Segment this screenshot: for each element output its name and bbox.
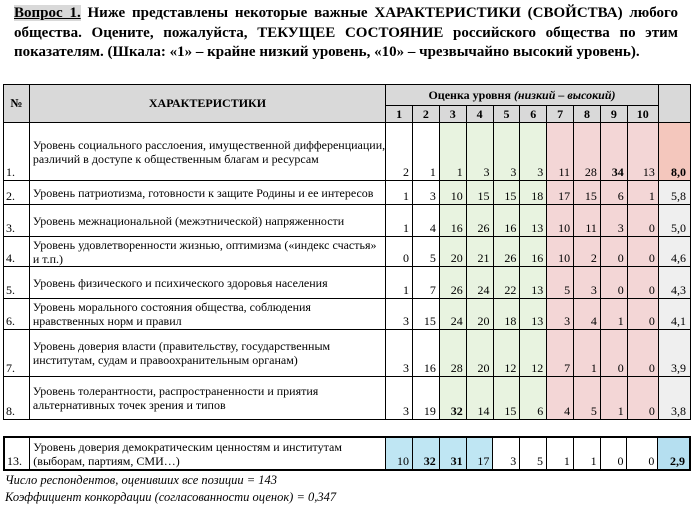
scale-header-9: 9 [600, 106, 627, 123]
header-rating-prefix: Оценка уровня [428, 87, 514, 102]
rating-cell-8: 4 [574, 299, 601, 330]
rating-cell-5: 3 [493, 437, 520, 470]
scale-header-1: 1 [386, 106, 413, 123]
table-body [4, 123, 691, 420]
rating-cell-1: 0 [386, 237, 413, 267]
table-row [4, 181, 691, 205]
rating-cell-6: 18 [520, 181, 547, 205]
rating-cell-10: 0 [627, 437, 658, 470]
rating-cell-4: 15 [466, 181, 493, 205]
rating-cell-7: 17 [547, 181, 574, 205]
row-score: 3,8 [658, 377, 690, 420]
row-score: 8,0 [658, 123, 690, 181]
rating-cell-6: 6 [520, 377, 547, 420]
rating-cell-9: 1 [600, 377, 627, 420]
rating-cell-10: 1 [627, 181, 658, 205]
row-characteristic: Уровень социального расслоения, имущественной дифференциации, различий в доступе к общественным благам и ресурсам [29, 123, 385, 181]
rating-cell-8: 2 [574, 237, 601, 267]
row-score: 5,8 [658, 181, 690, 205]
scale-header-8: 8 [574, 106, 601, 123]
bottom-table-body [4, 437, 690, 470]
question-body: Ниже представлены некоторые важные ХАРАКТЕРИСТИКИ (СВОЙСТВА) любого общества. Оцените, пожалуйста, ТЕКУЩЕЕ СОСТОЯНИЕ российского общества по этим показателям. (Шкала: «1» – крайне низкий уровень, «10» – чрезвычайно высокий уровень). [14, 5, 678, 60]
rating-cell-10: 0 [627, 330, 658, 377]
rating-cell-5: 16 [493, 205, 520, 237]
rating-cell-10: 0 [627, 205, 658, 237]
rating-cell-3: 1 [439, 123, 466, 181]
rating-cell-6: 5 [520, 437, 547, 470]
rating-cell-2: 1 [413, 123, 440, 181]
header-number: № [4, 85, 30, 123]
rating-cell-10: 0 [627, 267, 658, 299]
rating-cell-3: 31 [439, 437, 466, 470]
rating-cell-3: 32 [439, 377, 466, 420]
rating-cell-4: 21 [466, 237, 493, 267]
rating-cell-3: 24 [439, 299, 466, 330]
rating-cell-1: 2 [386, 123, 413, 181]
rating-cell-3: 20 [439, 237, 466, 267]
rating-cell-4: 24 [466, 267, 493, 299]
rating-cell-9: 0 [600, 237, 627, 267]
table-row [4, 237, 691, 267]
row-characteristic: Уровень доверия демократическим ценностям и институтам (выборам, партиям, СМИ…) [30, 437, 386, 470]
rating-cell-1: 3 [386, 299, 413, 330]
rating-cell-9: 0 [600, 267, 627, 299]
question-number: Вопрос 1. [14, 5, 81, 21]
scale-header-3: 3 [439, 106, 466, 123]
table-row [4, 205, 691, 237]
rating-cell-4: 17 [466, 437, 493, 470]
scale-header-6: 6 [520, 106, 547, 123]
rating-cell-8: 1 [573, 437, 600, 470]
rating-cell-7: 1 [547, 437, 574, 470]
rating-cell-1: 1 [386, 267, 413, 299]
row-number: 7. [4, 330, 30, 377]
rating-cell-8: 5 [574, 377, 601, 420]
rating-cell-6: 12 [520, 330, 547, 377]
rating-cell-6: 3 [520, 123, 547, 181]
rating-cell-7: 7 [547, 330, 574, 377]
row-characteristic: Уровень доверия власти (правительству, государственным институтам, судам и правоохранительным органам) [29, 330, 385, 377]
respondents-note: Число респондентов, оценивших все позиции = 143 [5, 473, 278, 487]
rating-cell-6: 13 [520, 267, 547, 299]
rating-cell-4: 20 [466, 299, 493, 330]
table-row [4, 330, 691, 377]
rating-cell-2: 5 [413, 237, 440, 267]
rating-cell-5: 12 [493, 330, 520, 377]
row-characteristic: Уровень патриотизма, готовности к защите Родины и ее интересов [29, 181, 385, 205]
rating-cell-4: 14 [466, 377, 493, 420]
header-characteristics: ХАРАКТЕРИСТИКИ [29, 85, 385, 123]
row-number: 3. [4, 205, 30, 237]
header-rating [386, 85, 659, 106]
rating-cell-3: 10 [439, 181, 466, 205]
rating-cell-10: 0 [627, 299, 658, 330]
row-score: 3,9 [658, 330, 690, 377]
rating-cell-9: 0 [600, 330, 627, 377]
rating-cell-7: 4 [547, 377, 574, 420]
bottom-table [3, 436, 691, 471]
rating-cell-1: 1 [386, 205, 413, 237]
concordance-note: Коэффициент конкордации (согласованности оценок) = 0,347 [5, 490, 337, 504]
row-number: 8. [4, 377, 30, 420]
rating-cell-10: 0 [627, 237, 658, 267]
rating-cell-3: 26 [439, 267, 466, 299]
row-characteristic: Уровень удовлетворенности жизнью, оптимизма («индекс счастья» и т.п.) [29, 237, 385, 267]
table-row [4, 377, 691, 420]
table-row [4, 267, 691, 299]
rating-cell-5: 15 [493, 377, 520, 420]
row-number: 1. [4, 123, 30, 181]
rating-cell-1: 10 [386, 437, 413, 470]
rating-cell-3: 28 [439, 330, 466, 377]
rating-cell-2: 4 [413, 205, 440, 237]
scale-header-5: 5 [493, 106, 520, 123]
scale-header-4: 4 [466, 106, 493, 123]
scale-header-10: 10 [627, 106, 658, 123]
row-number: 6. [4, 299, 30, 330]
rating-cell-10: 0 [627, 377, 658, 420]
rating-cell-5: 15 [493, 181, 520, 205]
rating-cell-5: 18 [493, 299, 520, 330]
rating-cell-1: 1 [386, 181, 413, 205]
row-score: 5,0 [658, 205, 690, 237]
rating-cell-4: 3 [466, 123, 493, 181]
rating-cell-8: 1 [574, 330, 601, 377]
rating-cell-8: 11 [574, 205, 601, 237]
header-score [658, 85, 690, 123]
row-number: 4. [4, 237, 30, 267]
row-characteristic: Уровень физического и психического здоровья населения [29, 267, 385, 299]
rating-cell-2: 19 [413, 377, 440, 420]
rating-cell-8: 3 [574, 267, 601, 299]
rating-cell-7: 10 [547, 205, 574, 237]
rating-cell-5: 22 [493, 267, 520, 299]
rating-cell-8: 15 [574, 181, 601, 205]
rating-cell-7: 11 [547, 123, 574, 181]
rating-cell-2: 7 [413, 267, 440, 299]
rating-cell-7: 5 [547, 267, 574, 299]
rating-cell-2: 15 [413, 299, 440, 330]
scale-header-7: 7 [547, 106, 574, 123]
row-number: 13. [4, 437, 30, 470]
rating-cell-7: 10 [547, 237, 574, 267]
rating-cell-7: 3 [547, 299, 574, 330]
rating-cell-9: 6 [600, 181, 627, 205]
row-number: 2. [4, 181, 30, 205]
rating-cell-4: 20 [466, 330, 493, 377]
rating-cell-9: 0 [600, 437, 627, 470]
rating-cell-2: 3 [413, 181, 440, 205]
header-rating-scale: (низкий – высокий) [513, 87, 616, 102]
rating-cell-2: 16 [413, 330, 440, 377]
rating-cell-9: 1 [600, 299, 627, 330]
table-row [4, 437, 690, 470]
question-text [14, 4, 678, 63]
rating-cell-5: 3 [493, 123, 520, 181]
rating-cell-4: 26 [466, 205, 493, 237]
rating-cell-2: 32 [412, 437, 439, 470]
rating-cell-3: 16 [439, 205, 466, 237]
row-characteristic: Уровень толерантности, распространенности и приятия альтернативных точек зрения и типов [29, 377, 385, 420]
row-score: 4,1 [658, 299, 690, 330]
rating-cell-9: 3 [600, 205, 627, 237]
row-characteristic: Уровень межнациональной (межэтнической) напряженности [29, 205, 385, 237]
row-characteristic: Уровень морального состояния общества, соблюдения нравственных норм и правил [29, 299, 385, 330]
ratings-table [3, 84, 691, 420]
scale-header-2: 2 [413, 106, 440, 123]
row-score: 4,3 [658, 267, 690, 299]
rating-cell-1: 3 [386, 330, 413, 377]
row-number: 5. [4, 267, 30, 299]
table-row [4, 123, 691, 181]
rating-cell-6: 16 [520, 237, 547, 267]
rating-cell-5: 26 [493, 237, 520, 267]
rating-cell-10: 13 [627, 123, 658, 181]
rating-cell-6: 13 [520, 299, 547, 330]
rating-cell-1: 3 [386, 377, 413, 420]
row-score: 4,6 [658, 237, 690, 267]
rating-cell-6: 13 [520, 205, 547, 237]
table-row [4, 299, 691, 330]
row-score: 2,9 [658, 437, 690, 470]
rating-cell-8: 28 [574, 123, 601, 181]
rating-cell-9: 34 [600, 123, 627, 181]
